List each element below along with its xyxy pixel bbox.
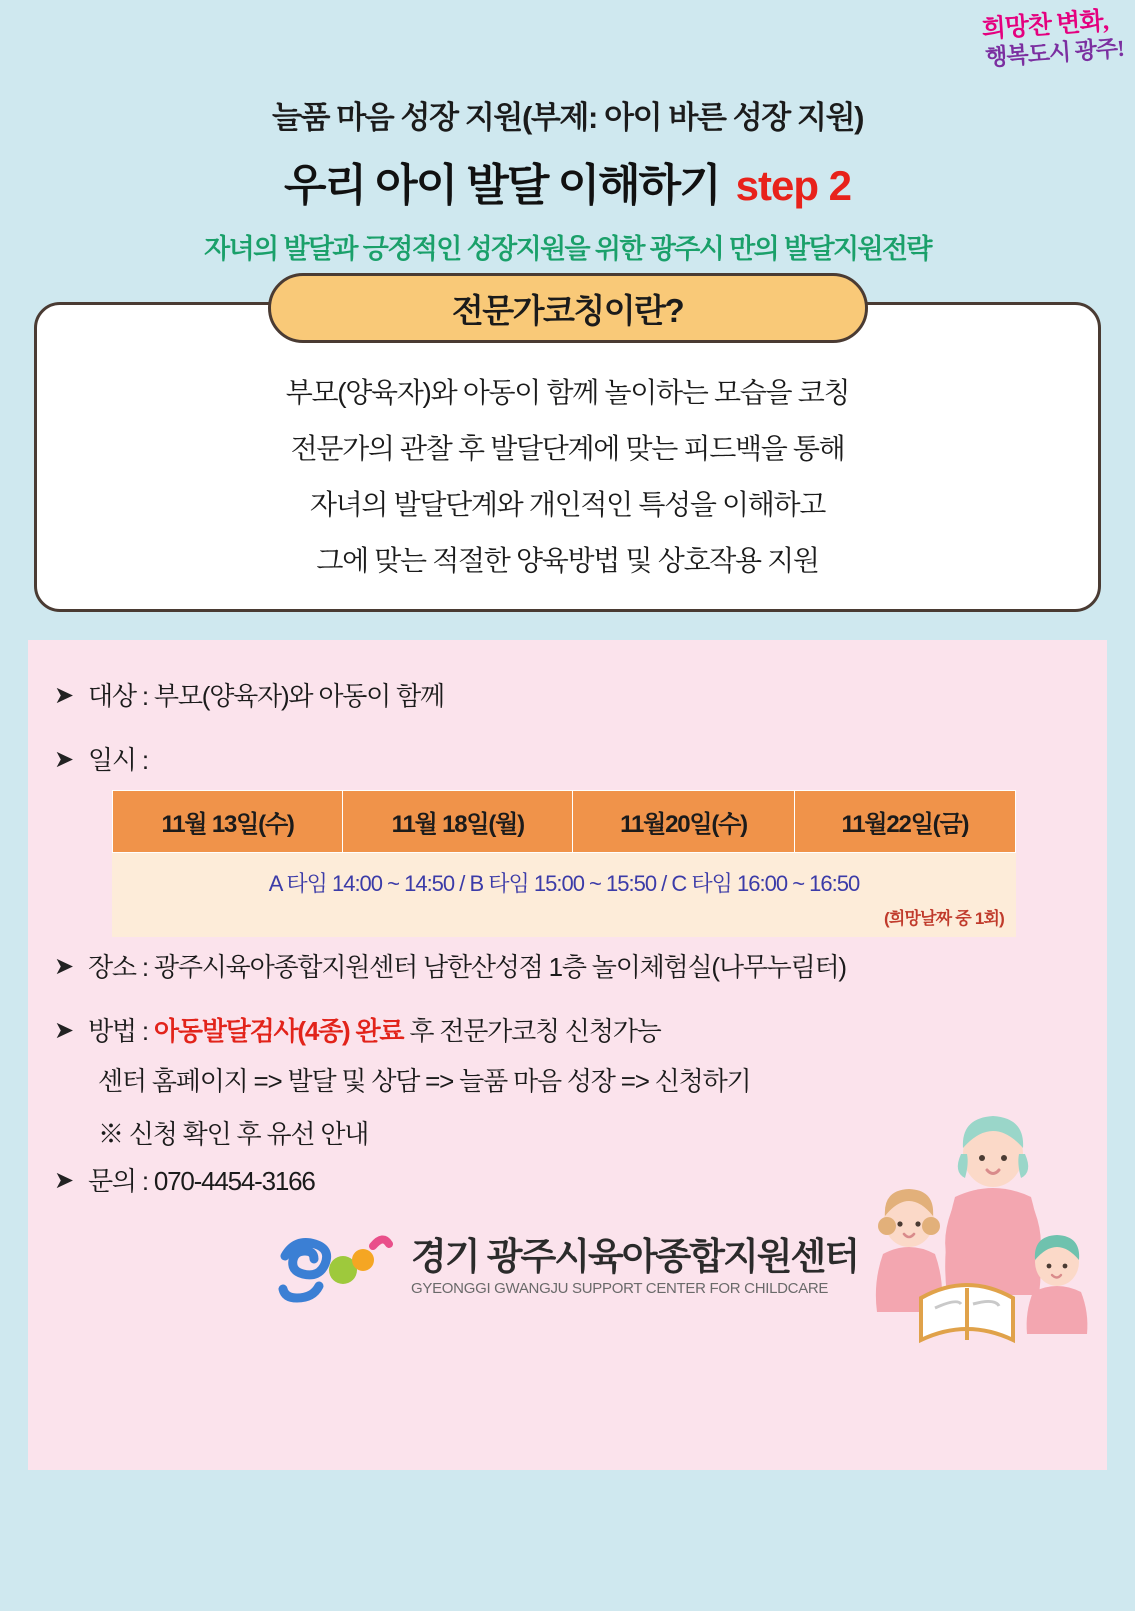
date-column-header: 11월20일(수) <box>573 790 794 852</box>
brand-slogan-line2: 행복도시 광주! <box>984 35 1125 71</box>
detail-row-place <box>54 953 1081 983</box>
detail-row-contact <box>54 1167 1081 1197</box>
method-note: ※ 신청 확인 후 유선 안내 <box>98 1118 369 1149</box>
contact-label: 문의 : 070-4454-3166 <box>88 1165 315 1196</box>
page-title: 우리 아이 발달 이해하기 <box>283 161 720 210</box>
program-details-panel <box>28 640 1107 1470</box>
arrow-bullet-icon: ➤ <box>54 1016 73 1044</box>
arrow-bullet-icon: ➤ <box>54 1166 73 1194</box>
target-label: 대상 : 부모(양육자)와 아동이 함께 <box>88 681 444 711</box>
detail-row-target <box>54 682 1081 712</box>
method-prefix: 방법 : <box>88 1015 154 1046</box>
place-label: 장소 : 광주시육아종합지원센터 남한산성점 1층 놀이체험실(나무누림터) <box>88 951 846 982</box>
center-name-en: GYEONGGI GWANGJU SUPPORT CENTER FOR CHILDCARE <box>411 1279 829 1297</box>
method-label <box>88 1017 661 1047</box>
table-row <box>113 790 1016 852</box>
date-label: 일시 : <box>88 744 148 775</box>
detail-row-method <box>54 1017 1081 1047</box>
time-note: (희망날짜 중 1회) <box>884 908 1004 928</box>
definition-line: 전문가의 관찰 후 발달단계에 맞는 피드백을 통해 <box>290 433 845 464</box>
date-column-header: 11월22일(금) <box>794 790 1015 852</box>
page-title-row <box>0 149 1135 213</box>
tagline: 자녀의 발달과 긍정적인 성장지원을 위한 광주시 만의 발달지원전략 <box>204 234 931 264</box>
definition-line: 그에 맞는 적절한 양육방법 및 상호작용 지원 <box>316 545 819 576</box>
arrow-bullet-icon: ➤ <box>54 682 73 709</box>
program-subtitle: 늘품 마음 성장 지원(부제: 아이 바른 성장 지원) <box>271 100 864 135</box>
definition-line: 부모(양육자)와 아동이 함께 놀이하는 모습을 코칭 <box>285 377 850 408</box>
center-name-kr: 경기 광주시육아종합지원센터 <box>411 1236 858 1278</box>
method-path: 센터 홈페이지 => 발달 및 상담 => 늘품 마음 성장 => 신청하기 <box>98 1065 751 1096</box>
brand-slogan-line1: 희망찬 변화, <box>980 7 1109 44</box>
center-logo-mark-icon <box>277 1230 395 1304</box>
coaching-definition-box <box>34 291 1101 612</box>
center-logo <box>54 1230 1081 1304</box>
step-badge: step 2 <box>735 162 852 209</box>
time-slot-band <box>112 853 1016 937</box>
schedule-table <box>112 790 1016 853</box>
method-highlight: 아동발달검사(4종) 완료 <box>153 1015 404 1046</box>
arrow-bullet-icon: ➤ <box>54 952 73 980</box>
center-logo-text <box>411 1238 858 1297</box>
detail-row-date <box>54 746 1081 776</box>
date-column-header: 11월 13일(수) <box>113 790 343 852</box>
date-column-header: 11월 18일(월) <box>343 790 573 852</box>
method-suffix: 후 전문가코칭 신청가능 <box>403 1015 661 1046</box>
arrow-bullet-icon: ➤ <box>54 745 73 773</box>
section-pill-label: 전문가코칭이란? <box>268 273 868 343</box>
definition-line: 자녀의 발달단계와 개인적인 특성을 이해하고 <box>309 489 826 520</box>
time-slots: A 타임 14:00 ~ 14:50 / B 타임 15:00 ~ 15:50 / C 타임 16:00 ~ 16:50 <box>268 870 860 896</box>
